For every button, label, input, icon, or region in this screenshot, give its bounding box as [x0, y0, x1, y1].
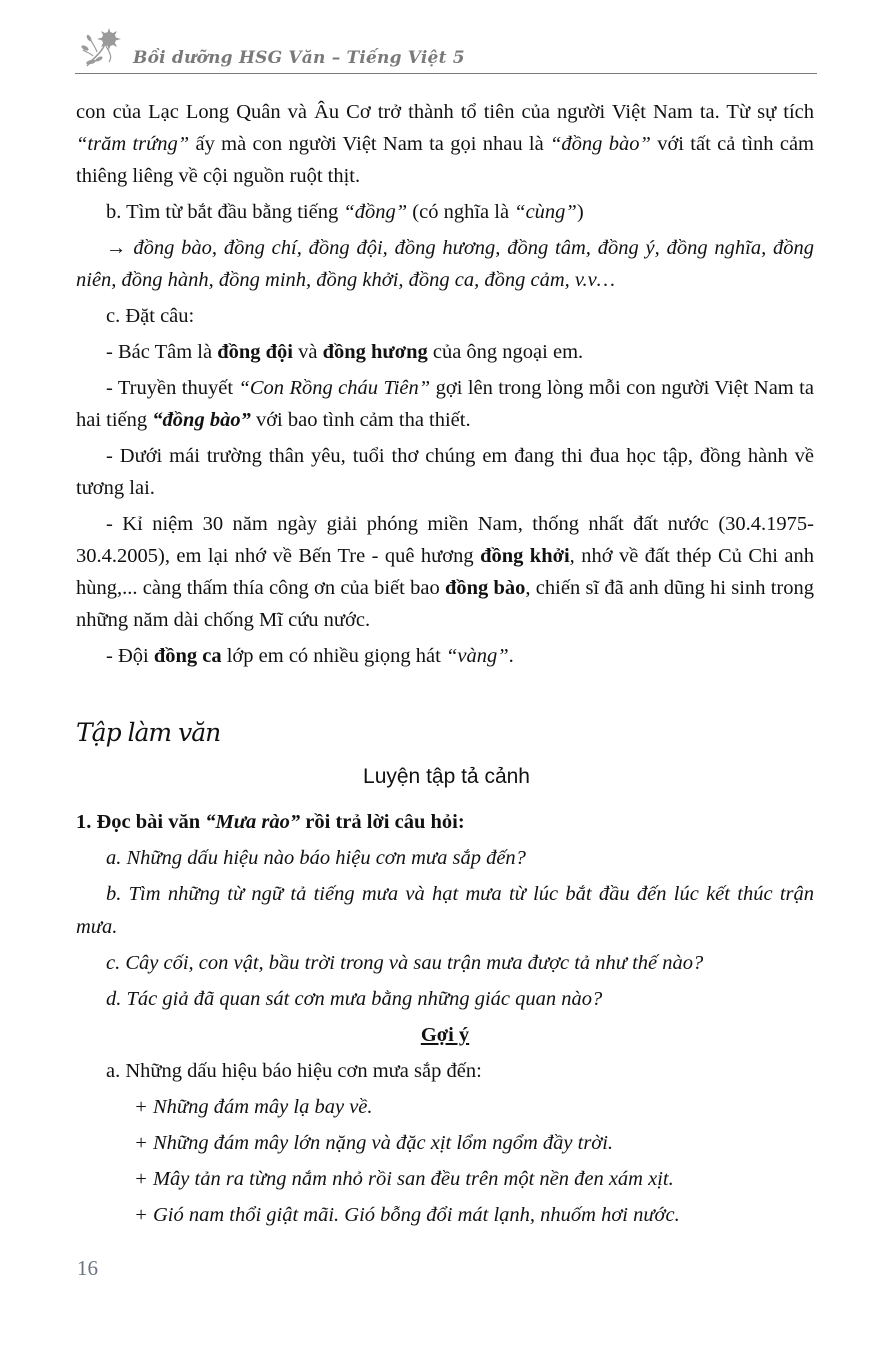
exercise-title [76, 806, 814, 839]
text-run: - Truyền thuyết [106, 377, 239, 399]
text-run: lớp em có nhiều giọng hát [221, 645, 446, 667]
text-run: với tất cả tình cảm thiêng liêng về cội nguồn ruột thịt. [76, 133, 814, 187]
answer-a-item [76, 1199, 814, 1232]
sentence-4 [76, 508, 814, 636]
bold-run: đồng hương [322, 341, 428, 363]
sentence-2 [76, 372, 814, 436]
text-run: - Kỉ niệm 30 năm ngày giải phóng miền Nam, thống nhất đất nước (30.4.1975- 30.4.2005), em lại nhớ về Bến Tre - quê hương [76, 513, 814, 567]
arrow-icon: → [106, 237, 134, 259]
answer-a-item [76, 1127, 814, 1160]
text-run: gợi lên trong lòng mỗi con người Việt Nam ta hai tiếng [76, 377, 814, 431]
italic-run: “trăm trứng” [76, 133, 190, 155]
italic-run: + Gió nam thổi giật mãi. Gió bỗng đổi mát lạnh, nhuốm hơi nước. [134, 1204, 680, 1226]
italic-run: + Mây tản ra từng nắm nhỏ rồi san đều trên một nền đen xám xịt. [134, 1168, 674, 1190]
italic-run: “Con Rồng cháu Tiên” [238, 377, 431, 399]
question-c: c. Đặt câu: [106, 305, 195, 327]
text-run: ấy mà con người Việt Nam ta gọi nhau là [189, 133, 551, 155]
text-run: với bao tình cảm tha thiết. [250, 409, 471, 431]
body-text-block [76, 96, 814, 672]
bold-run: đồng đội [217, 341, 293, 363]
hint-title [76, 1019, 814, 1052]
bold-run: đồng bào [444, 577, 526, 599]
header-divider [75, 73, 817, 74]
exercise-question [76, 983, 814, 1016]
sentence-3: - Dưới mái trường thân yêu, tuổi thơ chúng em đang thi đua học tập, đồng hành về tương lai. [76, 445, 814, 499]
answer-b [76, 232, 814, 296]
section-heading: Tập làm văn [76, 718, 221, 747]
text-run: , chiến sĩ đã anh dũng hi sinh trong những năm dài chống Mĩ cứu nước. [76, 577, 814, 631]
text-run: - Bác Tâm là [106, 341, 218, 363]
text-run: của ông ngoại em. [427, 341, 584, 363]
italic-run: + Những đám mây lớn nặng và đặc xịt lổm ngổm đầy trời. [134, 1132, 614, 1154]
exercise-question [76, 878, 814, 944]
italic-run: b. Tìm những từ ngữ tả tiếng mưa và hạt mưa từ lúc bắt đầu đến lúc kết thúc trận mưa. [76, 883, 814, 938]
running-header [75, 26, 817, 74]
text-run: 1. Đọc bài văn [76, 811, 206, 833]
text-run: và [292, 341, 323, 363]
italic-run: “Mưa rào” [205, 811, 301, 833]
text-run: rồi trả lời câu hỏi: [300, 811, 465, 833]
text-run: (có nghĩa là [407, 201, 515, 223]
italic-run: “đồng” [343, 201, 408, 223]
italic-run: + Những đám mây lạ bay về. [134, 1096, 373, 1118]
text-run: b. Tìm từ bắt đầu bằng tiếng [106, 201, 344, 223]
italic-run: “đồng bào” [550, 133, 651, 155]
exercise-question [76, 842, 814, 875]
italic-run: “vàng” [445, 645, 509, 667]
answer-a-label: a. Những dấu hiệu báo hiệu cơn mưa sắp đến: [106, 1060, 482, 1082]
bold-italic-run: “đồng bào” [152, 409, 251, 431]
text-run: ) [576, 201, 584, 223]
lesson-title: Luyện tập tả cảnh [363, 765, 530, 788]
exercise-question [76, 947, 814, 980]
bold-run: đồng ca [153, 645, 222, 667]
sentence-1 [76, 336, 814, 368]
sentence-5 [76, 640, 814, 672]
answer-a-item [76, 1163, 814, 1196]
header-title: Bồi dưỡng HSG Văn – Tiếng Việt 5 [133, 48, 465, 68]
italic-run: a. Những dấu hiệu nào báo hiệu cơn mưa sắp đến? [106, 847, 526, 869]
answer-a-item [76, 1091, 814, 1124]
hint-title-text: Gợi ý [420, 1024, 470, 1046]
text-run: , nhớ về đất thép Củ Chi anh hùng,... càng thấm thía công ơn của biết bao [76, 545, 815, 599]
italic-run: d. Tác giả đã quan sát cơn mưa bằng những giác quan nào? [106, 988, 603, 1010]
flower-branch-icon [79, 26, 125, 68]
italic-run: “cùng” [514, 201, 577, 223]
paragraph-origin [76, 96, 814, 192]
italic-run: đồng bào, đồng chí, đồng đội, đồng hương, đồng tâm, đồng ý, đồng nghĩa, đồng niên, đồng hành, đồng minh, đồng khởi, đồng ca, đồng cảm, v.v… [76, 237, 815, 291]
page-number: 16 [77, 1256, 98, 1280]
exercise-block [76, 806, 814, 1232]
text-run: con của Lạc Long Quân và Âu Cơ trở thành tổ tiên của người Việt Nam ta. Từ sự tích [76, 101, 814, 123]
italic-run: c. Cây cối, con vật, bầu trời trong và sau trận mưa được tả như thế nào? [106, 952, 704, 974]
text-run: - Đội [106, 645, 154, 667]
question-b [76, 196, 814, 228]
text-run: . [508, 645, 514, 667]
bold-run: đồng khởi [480, 545, 570, 567]
